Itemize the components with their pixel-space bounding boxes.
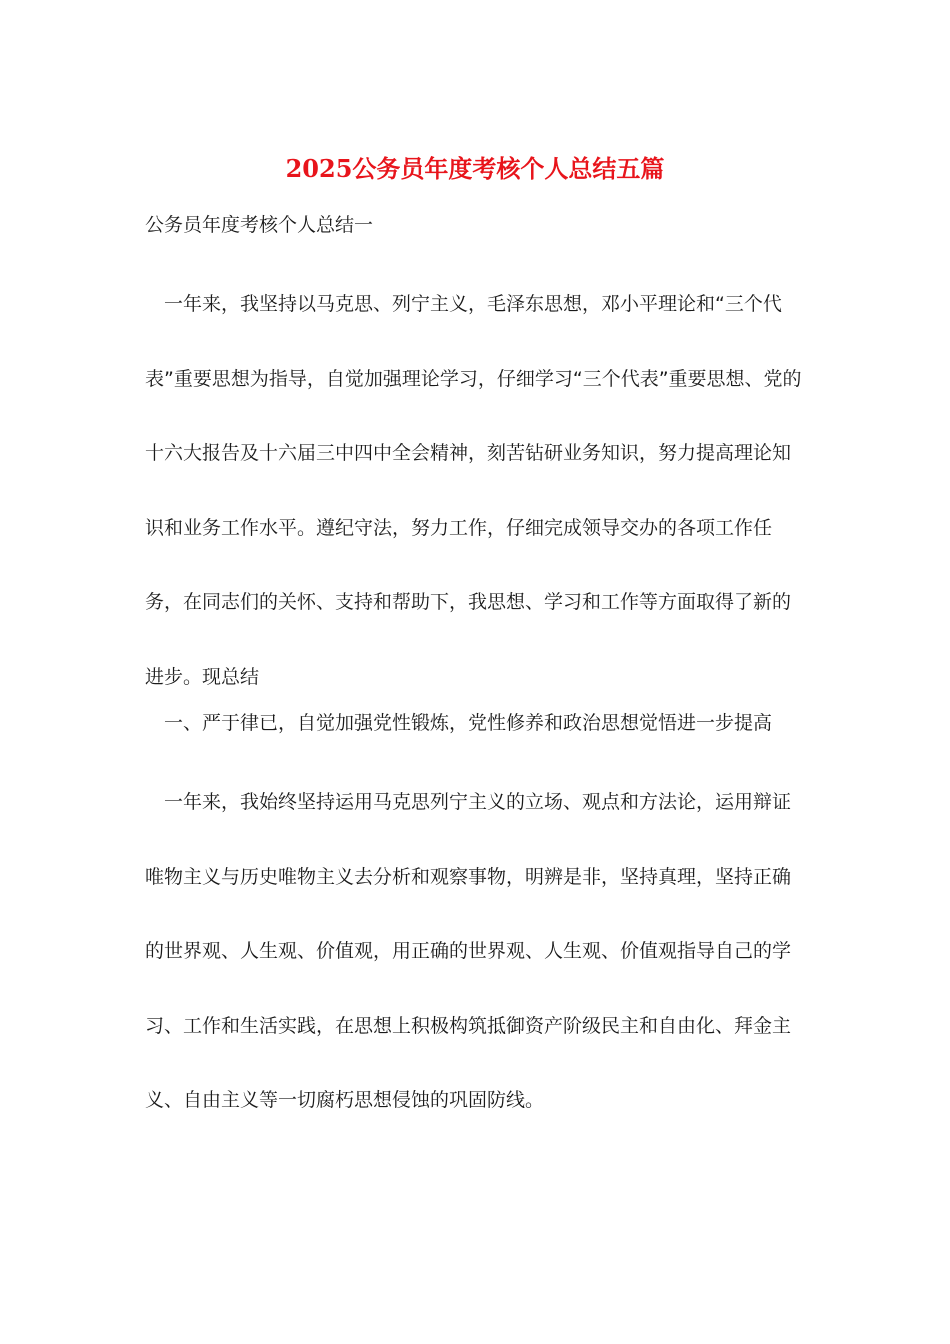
article-subheading: 公务员年度考核个人总结一 [145,214,374,236]
body-paragraph-1: 一年来，我坚持以马克思、列宁主义，毛泽东思想，邓小平理论和“三个代表”重要思想为指导，自觉加强理论学习，仔细学习“三个代表”重要思想、党的十六大报告及十六届三中四中全会精神，刻苦钻研业务知识，努力提高理论知识和业务工作水平。遵纪守法，努力工作，仔细完成领导交办的各项工作任务，在同志们的关怀、支持和帮助下，我思想、学习和工作等方面取得了新的进步。现总结 [145,293,802,688]
section-heading: 一、严于律已，自觉加强党性锻炼，党性修养和政治思想觉悟进一步提高 [164,712,773,734]
body-paragraph-2: 一年来，我始终坚持运用马克思列宁主义的立场、观点和方法论，运用辩证唯物主义与历史唯物主义去分析和观察事物，明辨是非，坚持真理，坚持正确的世界观、人生观、价值观，用正确的世界观、人生观、价值观指导自己的学习、工作和生活实践，在思想上积极构筑抵御资产阶级民主和自由化、拜金主义、自由主义等一切腐朽思想侵蚀的巩固防线。 [145,791,792,1112]
document-title: 2025公务员年度考核个人总结五篇 [285,154,665,183]
